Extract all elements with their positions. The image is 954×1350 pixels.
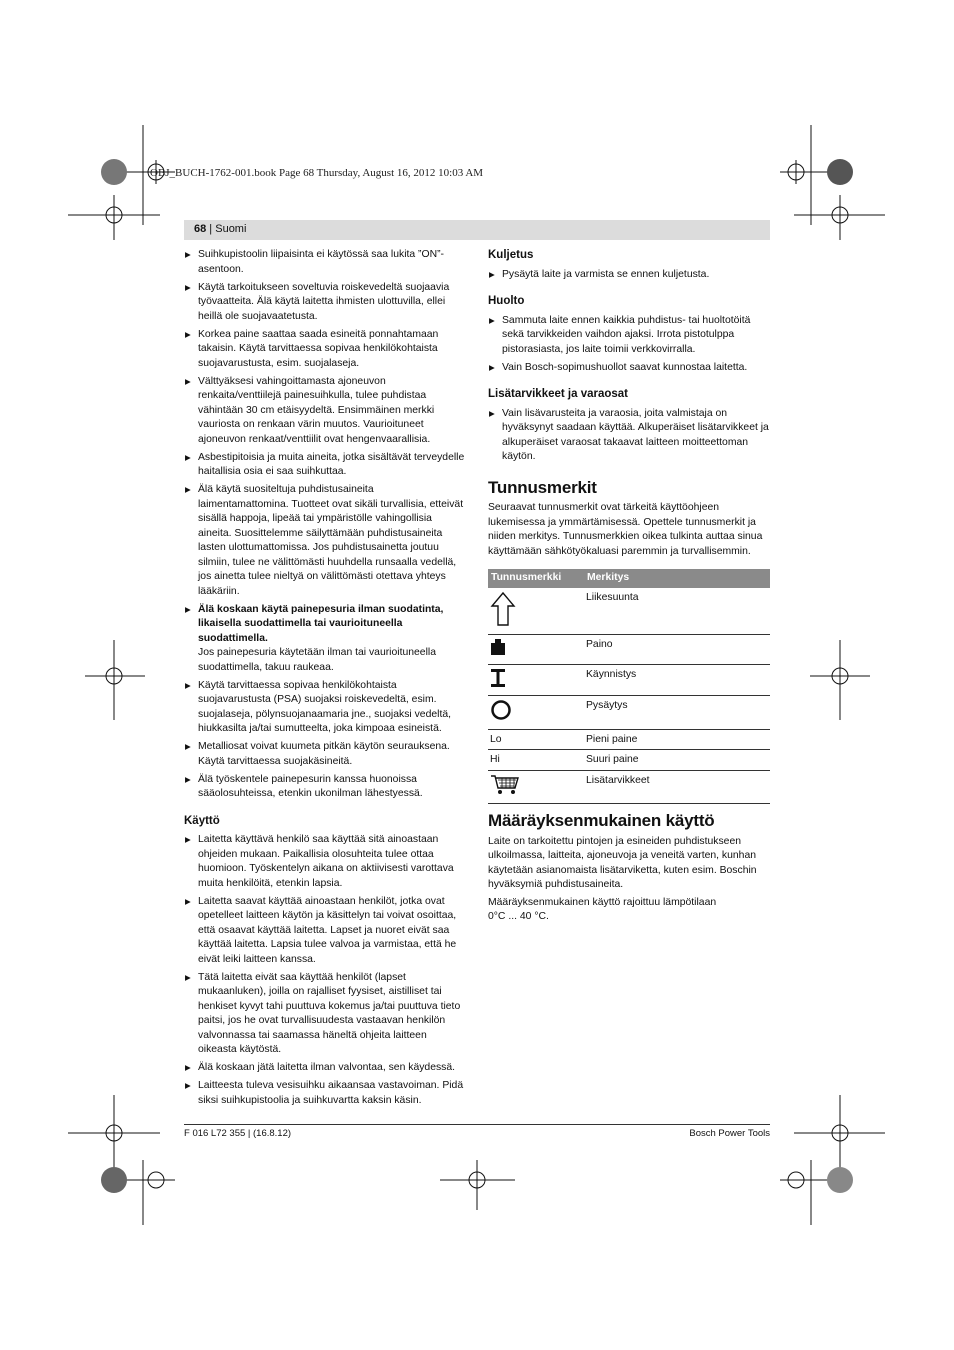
list-item-filter-warning: ▶ Älä koskaan käytä painepesuria ilman suodatinta, likaisella suodattimella tai vaurioituneella suodattimella. Jos painepesuria käytetään ilman tai vaurioituneella suodattimella, takuu raukeaa.: [184, 603, 466, 676]
page-header: 68 | Suomi: [194, 223, 247, 235]
list-item: ▶ Sammuta laite ennen kaikkia puhdistus- tai huoltotöitä sekä tarvikkeiden vaihdon ajaksi. Irrota pistotulppa pistorasiasta, jos laite toimii verkkovirralla.: [488, 314, 770, 358]
footer-brand: Bosch Power Tools: [689, 1128, 770, 1139]
section-title-kuljetus: Kuljetus: [488, 249, 534, 261]
section-heading-tunnusmerkit: Tunnusmerkit: [488, 477, 597, 497]
huolto-list: [488, 314, 770, 376]
table-cell-meaning: Pieni paine: [584, 729, 770, 750]
table-row: [488, 664, 770, 696]
safety-list-1: [184, 248, 466, 802]
shopping-cart-icon: [490, 788, 520, 799]
section-heading-maarays: Määräyksenmukainen käyttö: [488, 811, 715, 830]
table-cell-meaning: Paino: [584, 635, 770, 665]
kaytto-list: [184, 833, 466, 1108]
table-cell-meaning: Lisätarvikkeet: [584, 770, 770, 804]
footer-doc-number: F 016 L72 355 | (16.8.12): [184, 1128, 292, 1139]
list-item: ▶ Asbestipitoisia ja muita aineita, jotka sisältävät terveydelle haitallisia osia ei saa suihkuttaa.: [184, 451, 466, 480]
list-item: ▶ Laitetta saavat käyttää ainoastaan henkilöt, jotka ovat opetelleet laitteen käytön ja käsittelyn tai voivat osoittaa, että osaavat käyttää laitetta. Lapset ja nuoret eivät saa käyttää laitetta. Lapsia tulee valvoa ja varmistaa, että he eivät leiki laitteen kanssa.: [184, 895, 466, 968]
list-item: ▶ Vain lisävarusteita ja varaosia, joita valmistaja on hyväksynyt saadaan käyttää. Alkuperäiset lisätarvikkeet ja alkuperäiset varaosat takaavat laitteen moitteettoman käytön.: [488, 407, 770, 465]
table-cell-meaning: Liikesuunta: [584, 588, 770, 635]
list-item: ▶ Käytä tarkoitukseen soveltuvia roiskevedeltä suojaavia työvaatteita. Älä käytä laitetta ihmisten ulottuvilla, ellei heillä ole suojavaatetusta.: [184, 281, 466, 325]
table-cell-meaning: Pysäytys: [584, 696, 770, 730]
list-item: ▶ Pysäytä laite ja varmista se ennen kuljetusta.: [488, 268, 770, 283]
symbol-table: [488, 569, 770, 804]
maarays-temperature-range: 0°C ... 40 °C.: [488, 911, 549, 922]
page-footer: [184, 1124, 770, 1139]
table-cell-meaning: Suuri paine: [584, 750, 770, 771]
list-item: ▶ Älä koskaan jätä laitetta ilman valvontaa, sen käydessä.: [184, 1061, 466, 1076]
kuljetus-list: [488, 268, 770, 283]
list-item: ▶ Älä työskentele painepesurin kanssa huonoissa sääolosuhteissa, etenkin ukonilman lähestyessä.: [184, 773, 466, 802]
tunnusmerkit-intro: Seuraavat tunnusmerkit ovat tärkeitä käyttöohjeen lukemisessa ja ymmärtämisessä. Opettele tunnusmerkit ja niiden merkitys. Tunnusmerkkien oikea tulkinta auttaa sinua käyttämään sähkötyökaluasi paremmin ja turvallisemmin.: [488, 502, 763, 557]
table-header-row: [488, 569, 770, 588]
table-header-symbol: Tunnusmerkki: [488, 569, 584, 588]
table-row: [488, 729, 770, 750]
maarays-paragraph: Laite on tarkoitettu pintojen ja esineiden puhdistukseen ulkoilmassa, laitteita, ajoneuvoja ja veneitä varten, kunhan käytetään asianomaista lisätarviketta, kuten esim. Boschin hyväksymiä puhdistusaineita.: [488, 835, 757, 890]
list-item: ▶ Korkea paine saattaa saada esineitä ponnahtamaan takaisin. Käytä tarvittaessa sopivaa henkilökohtaista suojavarustusta, esim. suojalaseja.: [184, 328, 466, 372]
table-cell-symbol: Lo: [488, 729, 584, 750]
page-number: 68: [194, 223, 207, 235]
list-item: ▶ Metalliosat voivat kuumeta pitkän käytön seurauksena. Käytä tarvittaessa suojakäsineitä.: [184, 740, 466, 769]
table-row: [488, 750, 770, 771]
arrow-up-icon: [490, 619, 516, 630]
table-row: [488, 770, 770, 804]
table-header-meaning: Merkitys: [584, 569, 770, 588]
table-row: [488, 588, 770, 635]
maarays-temperature-text: Määräyksenmukainen käyttö rajoittuu lämpötilaan: [488, 896, 717, 908]
file-info: OBJ_BUCH-1762-001.book Page 68 Thursday, August 16, 2012 10:03 AM: [150, 167, 484, 179]
start-icon: [490, 680, 506, 691]
page-language: Suomi: [215, 223, 247, 235]
list-item: ▶ Tätä laitetta eivät saa käyttää henkilöt (lapset mukaanluken), joilla on rajalliset fyysiset, aistilliset tai henkiset kyvyt tahi puuttuva kokemus ja/tai puuttuva tieto paitsi, jos he ovat turvallisuudesta vastaavan henkilön valvonnassa tai saamassa häneltä ohjeita laitteen oikeasta käytöstä.: [184, 971, 466, 1058]
list-item: ▶ Vain Bosch-sopimushuollot saavat kunnostaa laitetta.: [488, 361, 770, 376]
table-row: [488, 635, 770, 665]
section-title-lisatarvikkeet: Lisätarvikkeet ja varaosat: [488, 388, 629, 400]
list-item: ▶ Suihkupistoolin liipaisinta ei käytössä saa lukita ”ON”-asentoon.: [184, 248, 466, 277]
left-column: [184, 248, 466, 1112]
list-item: ▶ Laitteesta tuleva vesisuihku aikaansaa vastavoiman. Pidä siksi suihkupistoolia ja suihkuvartta kaksin käsin.: [184, 1079, 466, 1108]
list-item: ▶ Älä käytä suositeltuja puhdistusaineita laimentamattomina. Tuotteet ovat sikäli turvallisia, etteivät sisällä happoja, lipeää tai ympäristölle vahingollisia aineita. Suosittelemme säilyttämään puhdistusaineita lasten ulottumattomissa. Jos puhdistusainetta joutuu silmiin, tulee ne välittömästi huuhdella runsaalla vedellä, jos ainetta tulee nieltyä on välittömästi otettava yhteys lääkäriin.: [184, 483, 466, 599]
stop-icon: [490, 713, 512, 724]
weight-icon: [490, 648, 506, 659]
table-cell-meaning: Käynnistys: [584, 664, 770, 696]
list-item: ▶ Käytä tarvittaessa sopivaa henkilökohtaista suojavarustusta (PSA) suojaksi roiskevedeltä, esim. suojalaseja, pölynsuojanaamaria jne., suojaksi vedeltä, hiukkasilta ja/tai sumutteelta, joka kimpoaa esineistä.: [184, 679, 466, 737]
lisatarvikkeet-list: [488, 407, 770, 465]
table-row: [488, 696, 770, 730]
section-title-kaytto: Käyttö: [184, 814, 220, 827]
right-column: [488, 248, 770, 928]
page-header-bar: [184, 220, 770, 240]
list-item: ▶ Laitetta käyttävä henkilö saa käyttää sitä ainoastaan ohjeiden mukaan. Paikallisia olosuhteita tulee ottaa huomioon. Työskentelyn aikana on aktiivisesti varottava muita henkilöitä, etenkin lapsia.: [184, 833, 466, 891]
section-title-huolto: Huolto: [488, 295, 525, 307]
table-cell-symbol: Hi: [488, 750, 584, 771]
list-item: ▶ Välttyäksesi vahingoittamasta ajoneuvon renkaita/venttiilejä painesuihkulla, tulee puhdistaa vähintään 30 cm etäisyydeltä. Ensimmäinen merkki vauriosta on renkaan värin muutos. Vaurioituneet ajoneuvon renkaat/venttiilit ovat hengenvaarallisia.: [184, 375, 466, 448]
